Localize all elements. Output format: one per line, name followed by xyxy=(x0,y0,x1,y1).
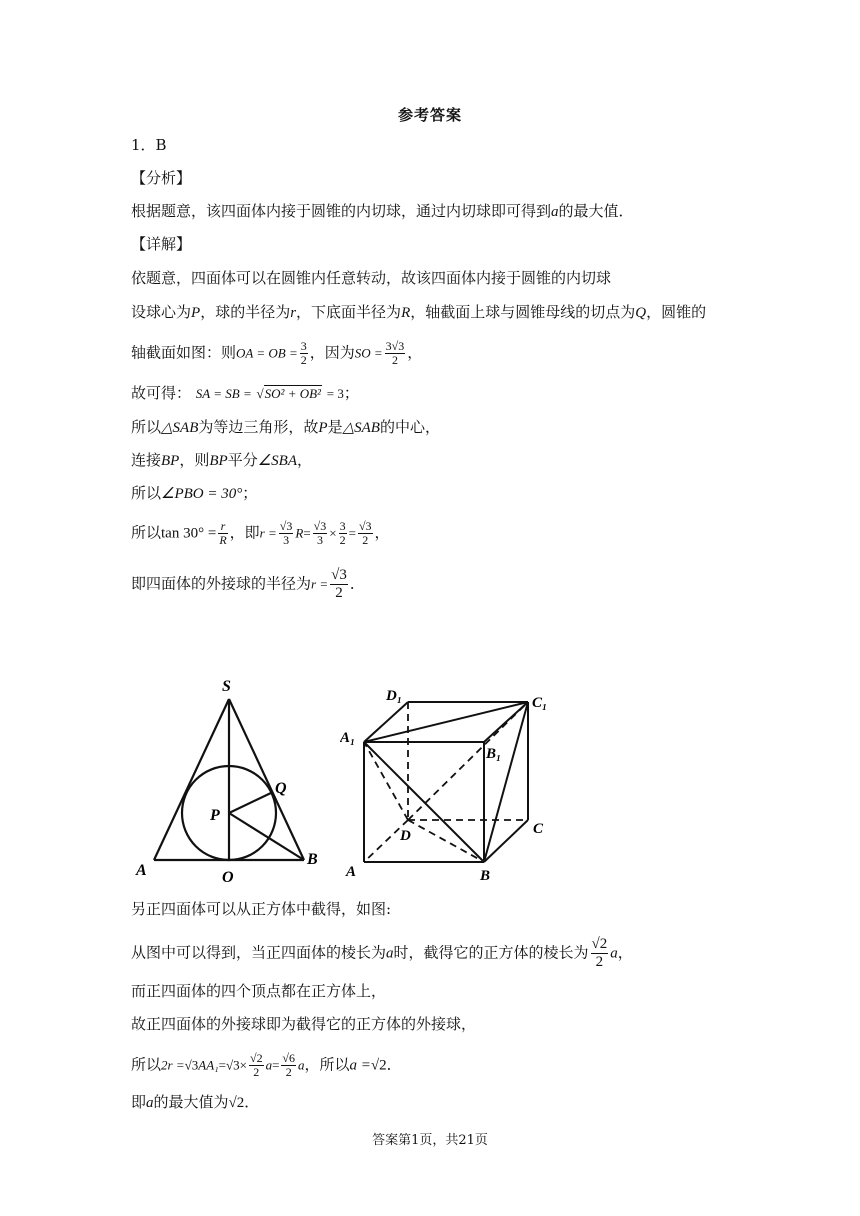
label-B: B xyxy=(307,851,318,868)
label-Q: Q xyxy=(275,780,287,797)
fraction-root3-over-2: $\frac{√3}{2}$ xyxy=(358,519,372,547)
label-S: S xyxy=(222,678,231,695)
label-A: A xyxy=(346,864,357,880)
fraction-root6-over-2: $\frac{√6}{2}$ xyxy=(282,1051,296,1079)
detail-line-3: 轴截面如图：则OA = OB = $\frac{3}{2}$ ，因为SO = $\frac{3√3}{2}$ ， xyxy=(131,339,423,367)
detail-line-1: 依题意，四面体可以在圆锥内任意转动，故该四面体内接于圆锥的内切球 xyxy=(131,269,612,287)
detail-line-10: 另正四面体可以从正方体中截得，如图: xyxy=(131,900,392,918)
detail-line-15: 即a的最大值为√2． xyxy=(131,1093,260,1111)
detail-line-11: 从图中可以得到，当正四面体的棱长为a时，截得它的正方体的棱长为 $\frac{√2}{2}$ a， xyxy=(131,936,633,970)
detail-line-14: 所以2r =√3AA₁=√3× $\frac{√2}{2}$ a= $\frac{√6}{2}$ a，所以a =√2． xyxy=(131,1051,402,1079)
question-number: 1．B xyxy=(131,136,167,154)
detail-line-13: 故正四面体的外接球即为截得它的正方体的外接球， xyxy=(131,1015,477,1033)
label-C1: C₁ xyxy=(532,695,548,711)
label-D1: D₁ xyxy=(386,688,403,704)
fraction-root2-over-2: $\frac{√2}{2}$ xyxy=(591,936,608,970)
page-title: 参考答案 xyxy=(397,106,462,124)
analysis-heading: 【分析】 xyxy=(131,169,192,187)
cube-figure xyxy=(340,680,560,890)
fraction-root2-over-2-b: $\frac{√2}{2}$ xyxy=(249,1051,263,1079)
detail-line-8: 所以tan 30° = $\frac{r}{R}$ ，即r = $\frac{√3}{3}$ R= $\frac{√3}{3}$ × $\frac{3}{2}$ = $\frac{√3}{2}$ ， xyxy=(131,519,390,547)
label-B1: B₁ xyxy=(486,746,502,762)
label-B: B xyxy=(480,868,491,884)
detail-line-4: 故可得： SA = SB = √SO² + OB² = 3； xyxy=(131,384,359,402)
fraction-root3-over-2-result: $\frac{√3}{2}$ xyxy=(331,567,347,601)
detail-line-5: 所以△SAB为等边三角形，故P是△SAB的中心， xyxy=(131,418,440,436)
fraction-3-over-2: $\frac{3}{2}$ xyxy=(300,339,307,367)
detail-line-7: 所以∠PBO = 30°； xyxy=(131,484,258,502)
detail-line-12: 而正四面体的四个顶点都在正方体上， xyxy=(131,982,387,1000)
analysis-text: 根据题意，该四面体内接于圆锥的内切球，通过内切球即可得到a的最大值． xyxy=(131,202,634,220)
detail-line-9: 即四面体的外接球的半径为r = $\frac{√3}{2}$ ． xyxy=(131,567,365,601)
fraction-r-over-R: $\frac{r}{R}$ xyxy=(219,519,227,547)
fraction-3root3-over-2: $\frac{3√3}{2}$ xyxy=(385,339,405,367)
fraction-root3-over-3: $\frac{√3}{3}$ xyxy=(279,519,293,547)
cone-cross-section-figure xyxy=(128,670,328,890)
label-C: C xyxy=(533,821,544,837)
detail-line-2: 设球心为P，球的半径为r，下底面半径为R，轴截面上球与圆锥母线的切点为Q，圆锥的 xyxy=(131,303,707,321)
detail-line-6: 连接BP，则BP平分∠SBA， xyxy=(131,451,312,469)
label-P: P xyxy=(210,807,220,824)
detail-heading: 【详解】 xyxy=(131,235,192,253)
fraction-root3-over-3-b: $\frac{√3}{3}$ xyxy=(313,519,327,547)
label-A1: A₁ xyxy=(340,730,356,746)
label-O: O xyxy=(222,869,234,886)
label-D: D xyxy=(400,828,411,844)
fraction-3-over-2-b: $\frac{3}{2}$ xyxy=(339,519,346,547)
page-footer: 答案第1页，共21页 xyxy=(372,1133,488,1148)
label-A: A xyxy=(136,862,147,879)
